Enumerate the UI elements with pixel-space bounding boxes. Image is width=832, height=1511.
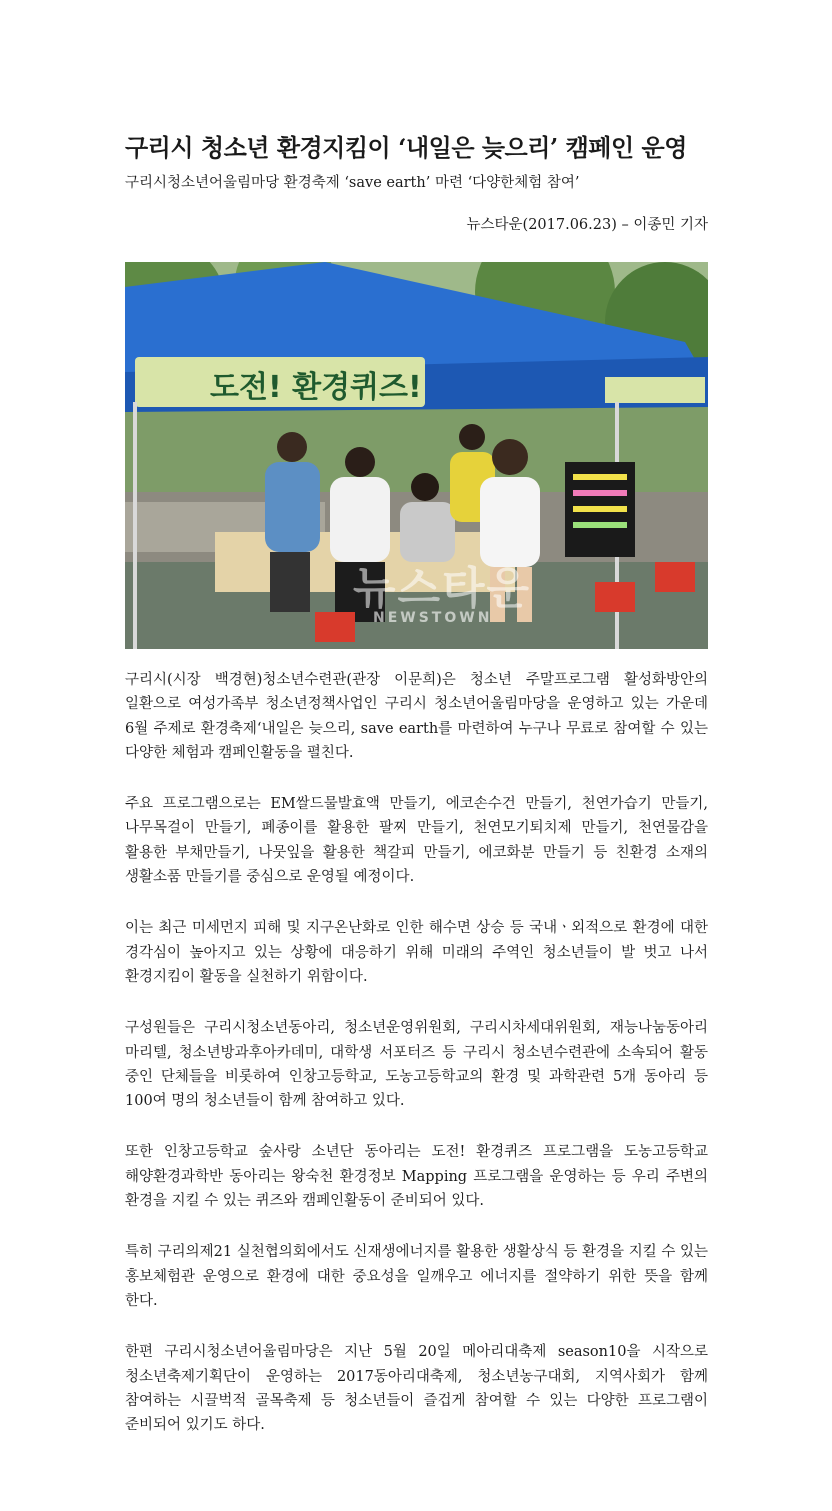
article-paragraph: 이는 최근 미세먼지 피해 및 지구온난화로 인한 해수면 상승 등 국내ㆍ외적으로 환경에 대한 경각심이 높아지고 있는 상황에 대응하기 위해 미래의 주역인 청소년들이 발 벗고 나서 환경지킴이 활동을 실천하기 위함이다.	[125, 920, 708, 985]
article-paragraph: 구성원들은 구리시청소년동아리, 청소년운영위원회, 구리시차세대위원회, 재능나눔동아리 마리텔, 청소년방과후아카데미, 대학생 서포터즈 등 구리시 청소년수련관에 소속되어 활동 중인 단체들을 비롯하여 인창고등학교, 도농고등학교의 환경 및 과학관련 5개 동아리 등 100여 명의 청소년들이 함께 참여하고 있다.	[125, 1020, 708, 1110]
photo-banner-text: 도전! 환경퀴즈!	[210, 370, 422, 405]
article-byline: 뉴스타운(2017.06.23) – 이종민 기자	[466, 217, 708, 233]
article-paragraph: 또한 인창고등학교 숲사랑 소년단 동아리는 도전! 환경퀴즈 프로그램을 도농고등학교 해양환경과학반 동아리는 왕숙천 환경정보 Mapping 프로그램을 운영하는 등 우리 주변의 환경을 지킬 수 있는 퀴즈와 캠페인활동이 준비되어 있다.	[125, 1144, 708, 1210]
article-paragraph: 특히 구리의제21 실천협의회에서도 신재생에너지를 활용한 생활상식 등 환경을 지킬 수 있는 홍보체험관 운영으로 환경에 대한 중요성을 일깨우고 에너지를 절약하기 위한 뜻을 함께 한다.	[125, 1244, 708, 1309]
article-headline: 구리시 청소년 환경지킴이 ‘내일은 늦으리’ 캠페인 운영	[125, 133, 687, 162]
article-paragraph: 한편 구리시청소년어울림마당은 지난 5월 20일 메아리대축제 season10을 시작으로 청소년축제기획단이 운영하는 2017동아리대축제, 청소년농구대회, 지역사회가 함께 참여하는 시끌벅적 골목축제 등 청소년들이 즐겁게 참여할 수 있는 다양한 프로그램이 준비되어 있기도 하다.	[125, 1344, 708, 1434]
article-paragraph: 주요 프로그램으로는 EM쌀드물발효액 만들기, 에코손수건 만들기, 천연가습기 만들기, 나무목걸이 만들기, 폐종이를 활용한 팔찌 만들기, 천연모기퇴치제 만들기, 천연물감을 활용한 부채만들기, 나뭇잎을 활용한 책갈피 만들기, 에코화분 만들기 등 친환경 소재의 생활소품 만들기를 중심으로 운영될 예정이다.	[125, 796, 708, 886]
photo-watermark-sub: NEWSTOWN	[373, 610, 493, 626]
article-subheadline: 구리시청소년어울림마당 환경축제 ‘save earth’ 마련 ‘다양한체험 참여’	[125, 175, 580, 191]
photo-watermark: 뉴스타운	[353, 563, 532, 614]
article-photo	[125, 262, 708, 649]
article-page	[125, 130, 708, 1464]
article-paragraph: 구리시(시장 백경현)청소년수련관(관장 이문희)은 청소년 주말프로그램 활성화방안의 일환으로 여성가족부 청소년정책사업인 구리시 청소년어울림마당을 운영하고 있는 가운데 6월 주제로 환경축제‘내일은 늦으리, save earth를 마련하여 누구나 무료로 참여할 수 있는 다양한 체험과 캠페인활동을 펼친다.	[125, 672, 708, 761]
article-body	[125, 668, 708, 1437]
